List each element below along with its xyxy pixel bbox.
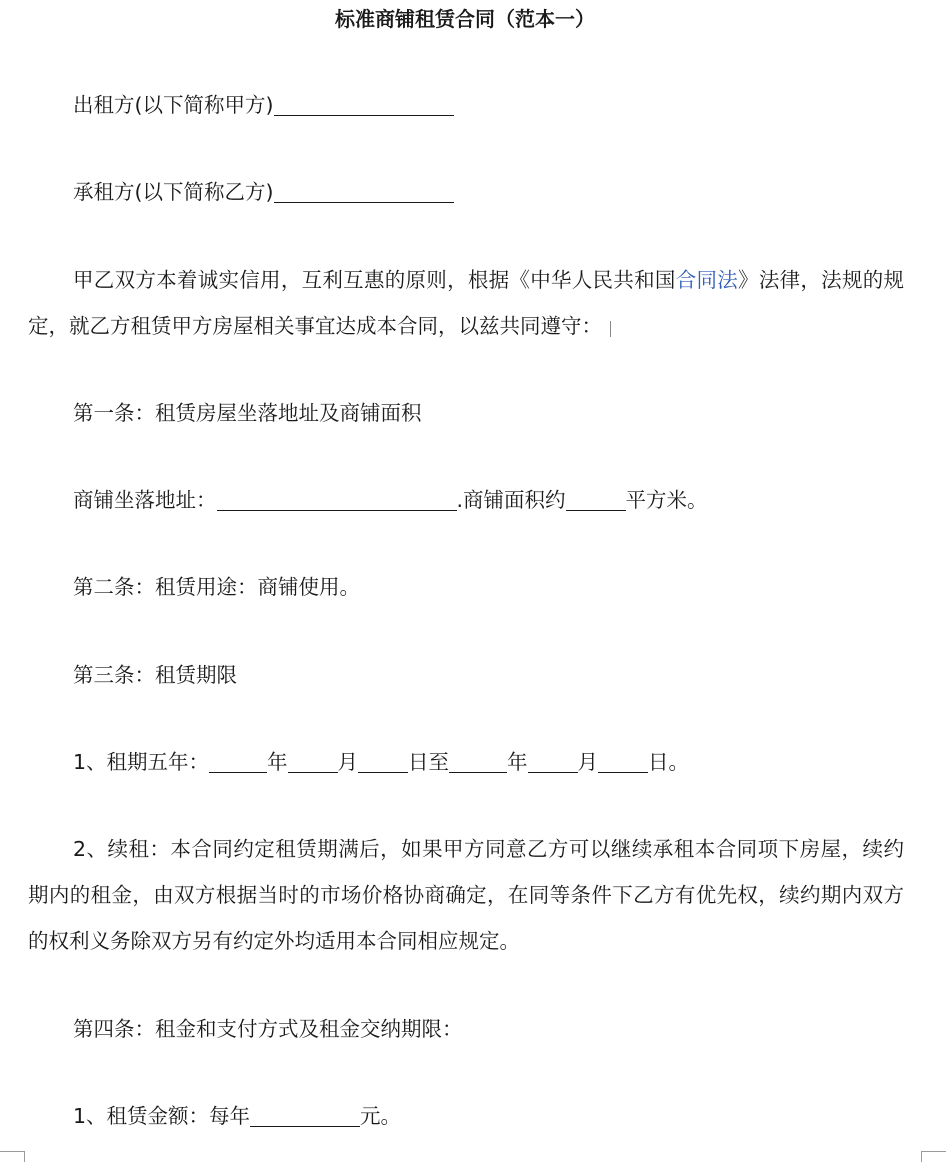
rent-amount-line <box>28 1093 904 1139</box>
crop-mark-left <box>0 1151 25 1162</box>
day-end-label: 日。 <box>648 750 690 774</box>
preamble-text-before: 甲乙双方本着诚实信用，互利互惠的原则，根据《中华人民共和国 <box>73 268 676 292</box>
amount-label: 1、租赁金额：每年 <box>73 1104 251 1128</box>
lease-term-line <box>28 739 904 785</box>
start-month-blank[interactable] <box>288 752 338 773</box>
day-to-label: 日至 <box>408 750 450 774</box>
area-unit: 平方米。 <box>625 488 708 512</box>
start-month-label: 月 <box>337 750 359 774</box>
article2-text: 第二条：租赁用途：商铺使用。 <box>73 575 360 599</box>
preamble-text-after: 》法律，法规的规定，就乙方租赁甲方房屋相关事宜达成本合同，以兹共同遵守： <box>28 268 905 338</box>
area-blank[interactable] <box>566 490 626 511</box>
start-year-label: 年 <box>267 750 288 774</box>
contract-law-link[interactable]: 合同法 <box>675 268 739 292</box>
article4-heading: 第四条：租金和支付方式及租金交纳期限： <box>73 1017 463 1041</box>
start-day-blank[interactable] <box>358 752 408 773</box>
lessee-blank[interactable] <box>274 182 454 203</box>
term-label: 1、租期五年： <box>73 750 210 774</box>
lessor-line <box>28 82 904 128</box>
address-blank[interactable] <box>217 490 457 511</box>
lessee-line <box>28 169 904 215</box>
end-month-label: 月 <box>577 750 599 774</box>
document-title: 标准商铺租赁合同（范本一） <box>335 7 595 31</box>
amount-blank[interactable] <box>250 1106 360 1127</box>
crop-mark-right <box>921 1151 946 1162</box>
lessor-label: 出租方(以下简称甲方) <box>73 93 274 117</box>
end-year-blank[interactable] <box>449 752 507 773</box>
text-cursor <box>610 321 611 337</box>
preamble-paragraph <box>28 257 904 349</box>
address-line <box>28 477 904 523</box>
amount-unit: 元。 <box>360 1104 402 1128</box>
lessor-blank[interactable] <box>274 95 454 116</box>
end-year-label: 年 <box>507 750 528 774</box>
end-month-blank[interactable] <box>528 752 578 773</box>
start-year-blank[interactable] <box>209 752 267 773</box>
renewal-paragraph: 2、续租：本合同约定租赁期满后，如果甲方同意乙方可以继续承租本合同项下房屋，续约期内的租金，由双方根据当时的市场价格协商确定，在同等条件下乙方有优先权，续约期内双方的权利义务除双方另有约定外均适用本合同相应规定。 <box>28 837 904 953</box>
address-label: 商铺坐落地址： <box>73 488 217 512</box>
end-day-blank[interactable] <box>598 752 648 773</box>
area-label: .商铺面积约 <box>456 488 566 512</box>
article3-heading: 第三条：租赁期限 <box>73 663 237 687</box>
article1-heading: 第一条：租赁房屋坐落地址及商铺面积 <box>73 401 422 425</box>
lessee-label: 承租方(以下简称乙方) <box>73 180 274 204</box>
